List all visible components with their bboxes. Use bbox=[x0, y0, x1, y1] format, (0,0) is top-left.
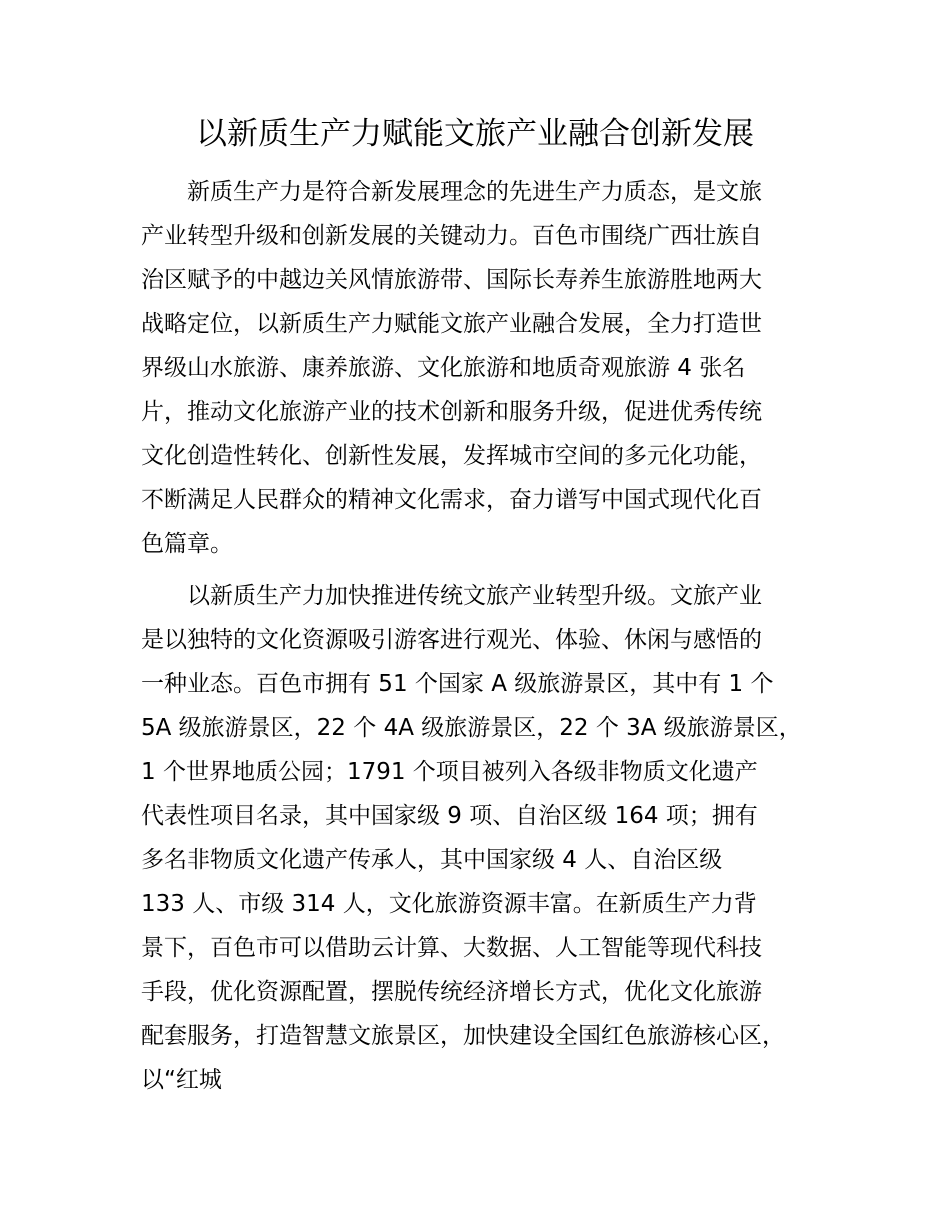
document-title: 以新质生产力赋能文旅产业融合创新发展 bbox=[196, 116, 754, 152]
paragraph-line: 5A 级旅游景区，22 个 4A 级旅游景区，22 个 3A 级旅游景区， bbox=[141, 715, 802, 741]
paragraph-line: 以“红城 bbox=[141, 1067, 222, 1093]
paragraph-line: 代表性项目名录，其中国家级 9 项、自治区级 164 项；拥有 bbox=[141, 803, 758, 829]
paragraph-line: 文化创造性转化、创新性发展，发挥城市空间的多元化功能， bbox=[141, 443, 762, 469]
paragraph-line: 不断满足人民群众的精神文化需求，奋力谱写中国式现代化百 bbox=[141, 487, 762, 513]
paragraph-line: 新质生产力是符合新发展理念的先进生产力质态，是文旅 bbox=[141, 179, 762, 205]
paragraph-line: 一种业态。百色市拥有 51 个国家 A 级旅游景区，其中有 1 个 bbox=[141, 671, 774, 697]
paragraph-line: 手段，优化资源配置，摆脱传统经济增长方式，优化文化旅游 bbox=[141, 979, 762, 1005]
paragraph-2 bbox=[141, 574, 841, 1102]
paragraph-line: 色篇章。 bbox=[141, 531, 233, 557]
paragraph-line: 景下，百色市可以借助云计算、大数据、人工智能等现代科技 bbox=[141, 935, 762, 961]
paragraph-line: 治区赋予的中越边关风情旅游带、国际长寿养生旅游胜地两大 bbox=[141, 267, 762, 293]
paragraph-line: 以新质生产力加快推进传统文旅产业转型升级。文旅产业 bbox=[141, 583, 762, 609]
paragraph-line: 配套服务，打造智慧文旅景区，加快建设全国红色旅游核心区， bbox=[141, 1023, 785, 1049]
paragraph-line: 战略定位，以新质生产力赋能文旅产业融合发展，全力打造世 bbox=[141, 311, 762, 337]
paragraph-line: 1 个世界地质公园；1791 个项目被列入各级非物质文化遗产 bbox=[141, 759, 758, 785]
paragraph-line: 多名非物质文化遗产传承人，其中国家级 4 人、自治区级 bbox=[141, 847, 723, 873]
paragraph-line: 片，推动文化旅游产业的技术创新和服务升级，促进优秀传统 bbox=[141, 399, 762, 425]
paragraph-line: 界级山水旅游、康养旅游、文化旅游和地质奇观旅游 4 张名 bbox=[141, 355, 746, 381]
paragraph-line: 是以独特的文化资源吸引游客进行观光、体验、休闲与感悟的 bbox=[141, 627, 762, 653]
paragraph-line: 133 人、市级 314 人，文化旅游资源丰富。在新质生产力背 bbox=[141, 891, 757, 917]
paragraph-1 bbox=[141, 170, 841, 566]
paragraph-line: 产业转型升级和创新发展的关键动力。百色市围绕广西壮族自 bbox=[141, 223, 762, 249]
